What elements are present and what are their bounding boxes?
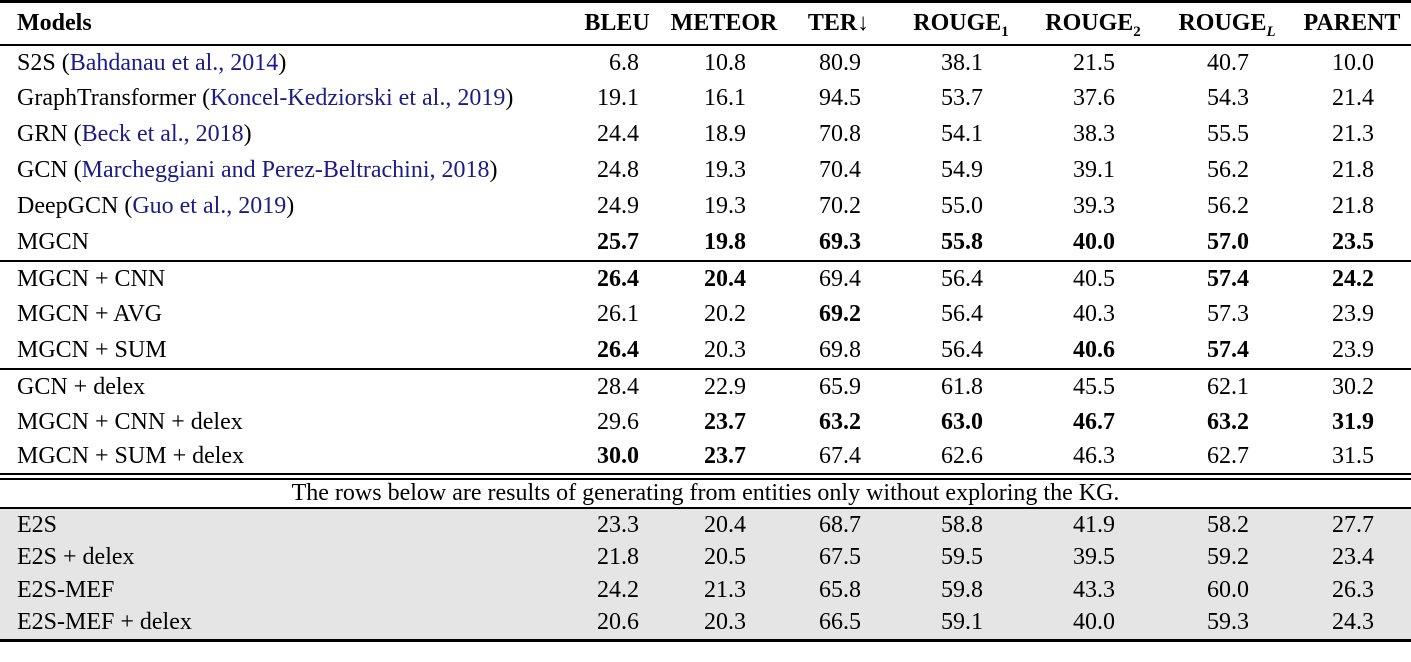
metric-value: 69.2 [819,301,861,327]
column-header-rouge2 [1025,2,1161,45]
citation-link[interactable]: Bahdanau et al., 2014 [69,49,279,76]
metric-value: 63.2 [1207,409,1249,435]
metric-value: 38.3 [1073,121,1115,147]
metric-value: 31.5 [1332,443,1374,470]
model-label: GraphTransformer [17,85,197,111]
metric-value: 56.2 [1207,193,1249,219]
column-header-parent: PARENT [1303,9,1401,36]
metric-value: 26.4 [597,336,639,363]
metric-value: 66.5 [819,609,861,636]
metric-value: 63.2 [819,409,861,435]
model-label: GCN + delex [17,373,146,400]
metric-value: 21.5 [1073,49,1115,76]
table-header [0,2,1411,45]
metric-value: 94.5 [819,85,861,111]
metric-value: 69.4 [819,265,861,292]
model-label: E2S-MEF [17,577,115,603]
metric-value: 40.5 [1073,265,1115,292]
header-row [0,2,1411,45]
metric-value: 23.7 [704,409,746,435]
metric-value: 19.3 [704,193,746,219]
metric-value: 29.6 [597,409,639,435]
model-name [0,574,566,607]
metric-value: 21.8 [597,544,639,570]
metric-value: 20.6 [597,609,639,636]
metric-value: 61.8 [941,373,983,400]
metric-value: 20.2 [704,301,746,327]
model-name: GRN (Beck et al., 2018) [17,121,252,147]
metric-value: 55.0 [941,193,983,219]
metric-value: 20.5 [704,544,746,570]
column-header-bleu: BLEU [584,9,650,36]
metric-value: 24.3 [1332,609,1374,636]
model-name [0,541,566,574]
metric-value: 56.4 [941,336,983,363]
model-label: GRN [17,121,68,147]
citation-link[interactable]: Guo et al., 2019 [132,193,287,219]
metric-value: 59.3 [1207,609,1249,636]
metric-value: 24.9 [597,193,639,219]
model-label: S2S [17,49,56,76]
metric-value: 21.4 [1332,85,1374,111]
metric-value: 23.4 [1332,544,1374,570]
table-row [0,153,1411,189]
metric-value: 24.2 [1332,265,1374,292]
model-name [0,225,566,261]
model-name [0,333,566,369]
metric-value: 38.1 [941,49,983,76]
metric-value: 57.0 [1207,228,1249,255]
metric-value: 46.3 [1073,443,1115,470]
metric-value: 57.4 [1207,336,1249,363]
model-label: MGCN [17,228,90,255]
citation-link[interactable]: Marcheggiani and Perez-Beltrachini, 2018 [81,157,490,183]
model-label: DeepGCN [17,193,119,219]
model-label: GCN [17,157,68,183]
model-name [0,508,566,541]
model-name [0,441,566,477]
metric-value: 40.3 [1073,301,1115,327]
model-label: MGCN + SUM [17,336,167,363]
metric-value: 20.4 [704,511,746,538]
down-arrow-icon: ↓ [857,9,870,36]
rouge2-label: ROUGE [1045,9,1134,36]
metric-value: 27.7 [1332,511,1374,538]
metric-value: 70.8 [819,121,861,147]
metric-value: 55.5 [1207,121,1249,147]
model-name: GCN (Marcheggiani and Perez-Beltrachini, 2018) [17,157,498,183]
metric-value: 54.9 [941,157,983,183]
table-row [0,508,1411,541]
rougeL-label: ROUGE [1178,9,1267,36]
metric-value: 80.9 [819,49,861,76]
metric-value: 40.0 [1073,228,1115,255]
metric-value: 45.5 [1073,373,1115,400]
metric-value: 19.1 [597,85,639,111]
metric-value: 19.8 [704,228,746,255]
metric-value: 23.9 [1332,336,1374,363]
metric-value: 62.1 [1207,373,1249,400]
metric-value: 65.9 [819,373,861,400]
metric-value: 56.2 [1207,157,1249,183]
rouge2-subscript: 2 [1133,23,1141,40]
metric-value: 59.1 [941,609,983,636]
model-label: E2S + delex [17,544,135,570]
table-row [0,541,1411,574]
metric-value: 20.4 [704,265,746,292]
metric-value: 67.4 [819,443,861,470]
metric-value: 68.7 [819,511,861,538]
group-entities-only [0,508,1411,640]
model-name: DeepGCN (Guo et al., 2019) [17,193,295,219]
group-mgcn-variants [0,261,1411,369]
metric-value: 57.4 [1207,265,1249,292]
group-delex-variants [0,369,1411,477]
model-name: GraphTransformer (Koncel-Kedziorski et al., 2019) [17,85,514,111]
table-row [0,333,1411,369]
metric-value: 70.2 [819,193,861,219]
table-row [0,117,1411,153]
table-row [0,369,1411,405]
model-label: MGCN + CNN [17,265,166,292]
table-row [0,189,1411,225]
metric-value: 20.3 [704,336,746,363]
metric-value: 56.4 [941,265,983,292]
metric-value: 19.3 [704,157,746,183]
rougeL-subscript: L [1266,23,1276,40]
metric-value: 23.3 [597,511,639,538]
metric-value: 22.9 [704,373,746,400]
metric-value: 69.3 [819,228,861,255]
note-text: The rows below are results of generating from entities only without exploring the KG. [0,477,1411,509]
metric-value: 63.0 [941,409,983,435]
metric-value: 59.5 [941,544,983,570]
metric-value: 30.0 [597,443,639,470]
metric-value: 40.7 [1207,49,1249,76]
model-label: E2S-MEF + delex [17,609,192,636]
metric-value: 58.8 [941,511,983,538]
metric-value: 69.8 [819,336,861,363]
metric-value: 41.9 [1073,511,1115,538]
metric-value: 58.2 [1207,511,1249,538]
metric-value: 40.0 [1073,609,1115,636]
model-label: E2S [17,511,58,538]
metric-value: 60.0 [1207,577,1249,603]
table-row [0,607,1411,640]
metric-value: 21.3 [1332,121,1374,147]
note-row [0,477,1411,509]
metric-value: 67.5 [819,544,861,570]
metric-value: 59.8 [941,577,983,603]
metric-value: 31.9 [1332,409,1374,435]
metric-value: 10.8 [704,49,746,76]
model-name [0,405,566,441]
model-name [0,607,566,640]
metric-value: 6.8 [609,49,639,76]
metric-value: 62.7 [1207,443,1249,470]
model-name [0,369,566,405]
citation-link[interactable]: Beck et al., 2018 [81,121,244,147]
model-label: MGCN + SUM + delex [17,443,245,470]
metric-value: 24.8 [597,157,639,183]
metric-value: 21.8 [1332,157,1374,183]
metric-value: 30.2 [1332,373,1374,400]
model-label: MGCN + CNN + delex [17,409,243,435]
table-row [0,225,1411,261]
column-header-rouge1 [897,2,1025,45]
model-name: S2S (Bahdanau et al., 2014) [17,49,287,76]
metric-value: 43.3 [1073,577,1115,603]
metric-value: 10.0 [1332,49,1374,76]
rouge1-subscript: 1 [1001,23,1009,40]
metric-value: 65.8 [819,577,861,603]
metric-value: 54.3 [1207,85,1249,111]
table-row [0,574,1411,607]
model-label: MGCN + AVG [17,301,163,327]
rouge1-label: ROUGE [913,9,1002,36]
note-section [0,477,1411,509]
ter-label: TER [807,9,858,36]
metric-value: 57.3 [1207,301,1249,327]
metric-value: 54.1 [941,121,983,147]
metric-value: 21.3 [704,577,746,603]
metric-value: 24.4 [597,121,639,147]
metric-value: 37.6 [1073,85,1115,111]
metric-value: 23.7 [704,443,746,470]
table-row [0,45,1411,81]
metric-value: 70.4 [819,157,861,183]
column-header-ter [780,2,897,45]
metric-value: 53.7 [941,85,983,111]
metric-value: 23.9 [1332,301,1374,327]
table-row [0,405,1411,441]
metric-value: 25.7 [597,228,639,255]
group-baselines [0,45,1411,261]
metric-value: 39.3 [1073,193,1115,219]
metric-value: 24.2 [597,577,639,603]
metric-value: 20.3 [704,609,746,636]
metric-value: 26.1 [597,301,639,327]
metric-value: 26.4 [597,265,639,292]
model-name [0,297,566,333]
metric-value: 56.4 [941,301,983,327]
metric-value: 21.8 [1332,193,1374,219]
table-row [0,81,1411,117]
metric-value: 59.2 [1207,544,1249,570]
model-name [0,261,566,297]
metric-value: 39.1 [1073,157,1115,183]
metric-value: 62.6 [941,443,983,470]
table-row [0,261,1411,297]
metric-value: 39.5 [1073,544,1115,570]
metric-value: 40.6 [1073,336,1115,363]
metric-value: 55.8 [941,228,983,255]
metric-value: 18.9 [704,121,746,147]
citation-link[interactable]: Koncel-Kedziorski et al., 2019 [210,85,506,111]
metric-value: 16.1 [704,85,746,111]
table-row [0,297,1411,333]
column-header-meteor: METEOR [670,9,778,36]
metric-value: 23.5 [1332,228,1374,255]
column-header-models: Models [17,9,92,36]
column-header-rougeL [1161,2,1293,45]
metric-value: 26.3 [1332,577,1374,603]
table-row [0,441,1411,477]
metric-value: 28.4 [597,373,639,400]
metric-value: 46.7 [1073,409,1115,435]
